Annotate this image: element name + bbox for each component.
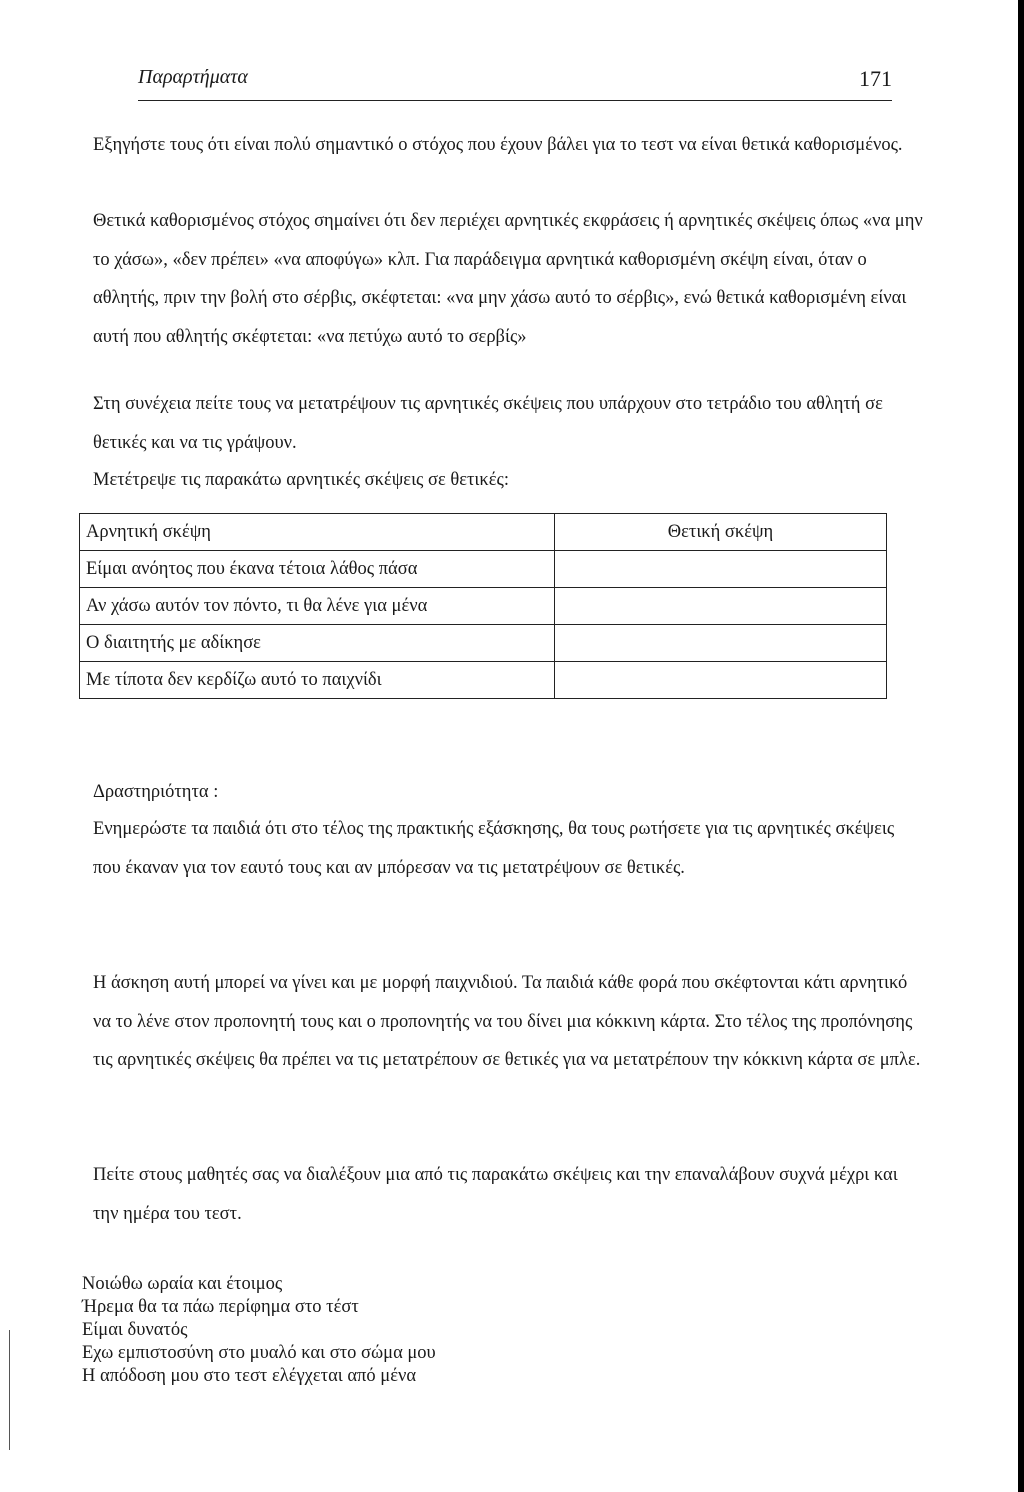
paragraph-card-game: Η άσκηση αυτή μπορεί να γίνει και με μορφή παιχνιδιού. Τα παιδιά κάθε φορά που σκέφτονται κάτι αρνητικό να το λένε στον προπονητή τους και ο προπονητής να του δίνει μια κόκκινη κάρτα. Στο τέλος της προπόνησης τις αρνητικές σκέψεις θα πρέπει να τις μετατρέπουν σε θετικές για να μετατρέπουν την κόκκινη κάρτα σε μπλε. [93,973,921,1070]
negative-thought-cell: Αν χάσω αυτόν τον πόντο, τι θα λένε για μένα [80,588,555,625]
positive-thought-cell [555,625,887,662]
positive-thought-cell [555,551,887,588]
negative-thought-cell: Με τίποτα δεν κερδίζω αυτό το παιχνίδι [80,662,555,699]
running-title: Παραρτήματα [138,66,248,88]
paragraph-table-prompt: Μετέτρεψε τις παρακάτω αρνητικές σκέψεις σε θετικές: [93,470,509,490]
table-row [80,551,887,588]
paragraph-goal-explanation: Εξηγήστε τους ότι είναι πολύ σημαντικό ο στόχος που έχουν βάλει για το τεστ να είναι θετικά καθορισμένος. [93,135,903,155]
paragraph-activity-inform: Ενημερώστε τα παιδιά ότι στο τέλος της πρακτικής εξάσκησης, θα τους ρωτήσετε για τις αρνητικές σκέψεις που έκαναν για τον εαυτό τους και αν μπόρεσαν να τις μετατρέψουν σε θετικές. [93,819,895,878]
affirmation-list [82,1273,436,1388]
paragraph-positive-goal-definition: Θετικά καθορισμένος στόχος σημαίνει ότι δεν περιέχει αρνητικές εκφράσεις ή αρνητικές σκέψεις όπως «να μην το χάσω», «δεν πρέπει» «να αποφύγω» κλπ. Για παράδειγμα αρνητικά καθορισμένη σκέψη είναι, όταν ο αθλητής, πριν την βολή στο σέρβις, σκέφτεται: «να μην χάσω αυτό το σέρβις», ενώ θετικά καθορισμένη είναι αυτή που αθλητής σκέφτεται: «να πετύχω αυτό το σερβίς» [93,211,923,347]
activity-heading: Δραστηριότητα : [93,782,219,802]
table-header-row [80,514,887,551]
table-row [80,588,887,625]
list-item: Νοιώθω ωραία και έτοιμος [82,1274,283,1294]
margin-line [9,1330,10,1450]
table-row [80,625,887,662]
list-item: Ήρεμα θα τα πάω περίφημα στο τέστ [82,1297,359,1317]
paragraph-convert-instruction: Στη συνέχεια πείτε τους να μετατρέψουν τις αρνητικές σκέψεις που υπάρχουν στο τετράδιο του αθλητή σε θετικές και να τις γράψουν. [93,394,883,453]
list-item: Είμαι δυνατός [82,1320,188,1340]
page-header [138,64,892,101]
header-positive-thought: Θετική σκέψη [555,514,887,551]
header-negative-thought: Αρνητική σκέψη [80,514,555,551]
negative-thought-cell: Είμαι ανόητος που έκανα τέτοια λάθος πάσα [80,551,555,588]
list-item: Εχω εμπιστοσύνη στο μυαλό και στο σώμα μου [82,1343,436,1363]
table-row [80,662,887,699]
thoughts-table [79,513,887,699]
paragraph-choose-thought: Πείτε στους μαθητές σας να διαλέξουν μια από τις παρακάτω σκέψεις και την επαναλάβουν συχνά μέχρι και την ημέρα του τεστ. [93,1165,898,1224]
positive-thought-cell [555,662,887,699]
negative-thought-cell: Ο διαιτητής με αδίκησε [80,625,555,662]
page-number: 171 [859,66,892,91]
positive-thought-cell [555,588,887,625]
list-item: Η απόδοση μου στο τεστ ελέγχεται από μένα [82,1366,417,1386]
